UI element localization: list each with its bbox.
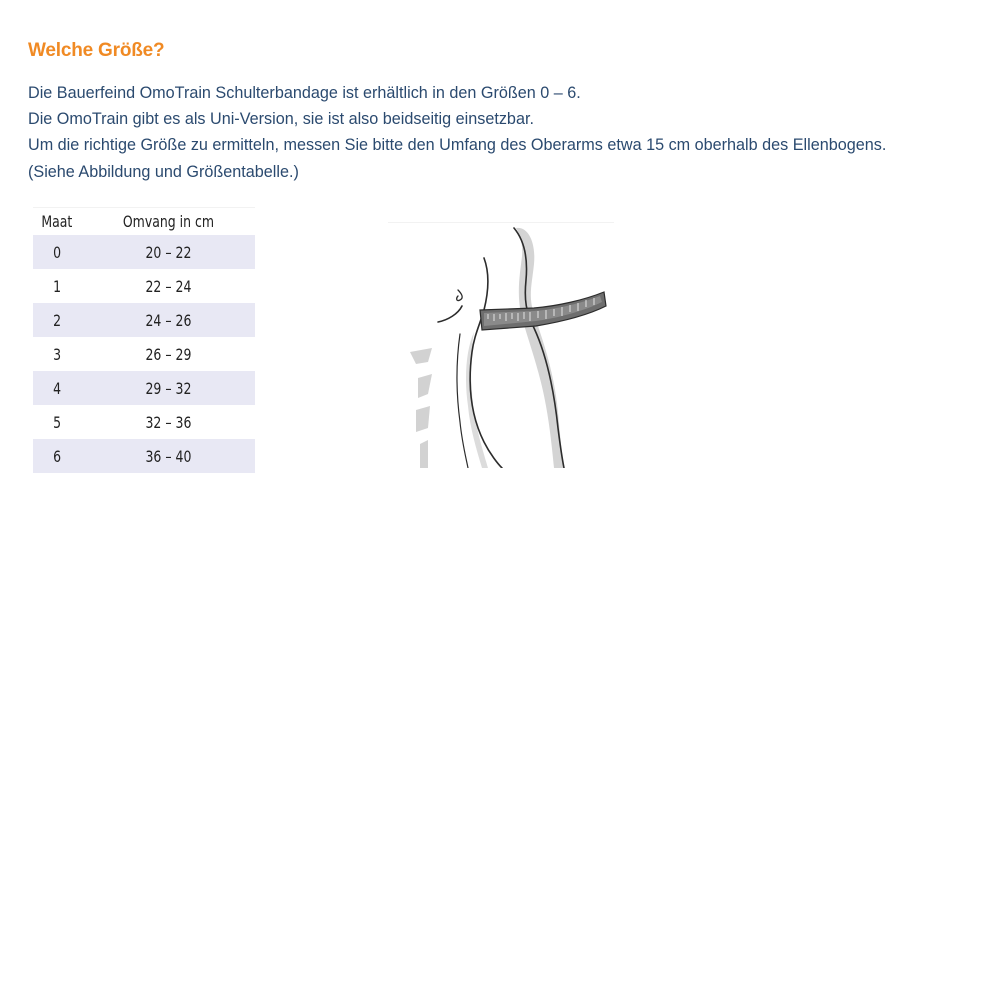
page-heading: Welche Größe? (28, 40, 165, 61)
column-header-size: Maat (33, 208, 81, 236)
size-cell: 2 (33, 303, 81, 337)
circumference-cell: 24 – 26 (81, 303, 255, 337)
intro-line: Die OmoTrain gibt es als Uni-Version, sie ist also beidseitig einsetzbar. (28, 110, 534, 129)
intro-line: (Siehe Abbildung und Größentabelle.) (28, 162, 299, 181)
table-row (33, 269, 255, 303)
size-cell: 6 (33, 439, 81, 473)
measuring-tape (480, 292, 606, 330)
size-cell: 1 (33, 269, 81, 303)
torso-shadow (410, 348, 432, 468)
intro-line: Um die richtige Größe zu ermitteln, messen Sie bitte den Umfang des Oberarms etwa 15 cm oberhalb des Ellenbogens. (28, 136, 887, 155)
table-row (33, 439, 255, 473)
upper-arm-measuring-tape-illustration (388, 222, 614, 468)
arm-outline (438, 228, 564, 468)
table-row (33, 405, 255, 439)
size-table (33, 207, 255, 473)
table-row (33, 371, 255, 405)
size-cell: 3 (33, 337, 81, 371)
table-row (33, 337, 255, 371)
arm-shadow (516, 228, 564, 468)
circumference-cell: 36 – 40 (81, 439, 255, 473)
size-cell: 4 (33, 371, 81, 405)
size-cell: 0 (33, 235, 81, 269)
table-row (33, 235, 255, 269)
circumference-cell: 32 – 36 (81, 405, 255, 439)
circumference-cell: 22 – 24 (81, 269, 255, 303)
arm-front-shadow (466, 332, 488, 468)
column-header-circumference: Omvang in cm (81, 208, 255, 236)
circumference-cell: 26 – 29 (81, 337, 255, 371)
intro-line: Die Bauerfeind OmoTrain Schulterbandage ist erhältlich in den Größen 0 – 6. (28, 84, 581, 102)
table-row (33, 303, 255, 337)
circumference-cell: 29 – 32 (81, 371, 255, 405)
intro-text (28, 80, 993, 185)
size-table-header-row (33, 208, 255, 236)
circumference-cell: 20 – 22 (81, 235, 255, 269)
size-cell: 5 (33, 405, 81, 439)
